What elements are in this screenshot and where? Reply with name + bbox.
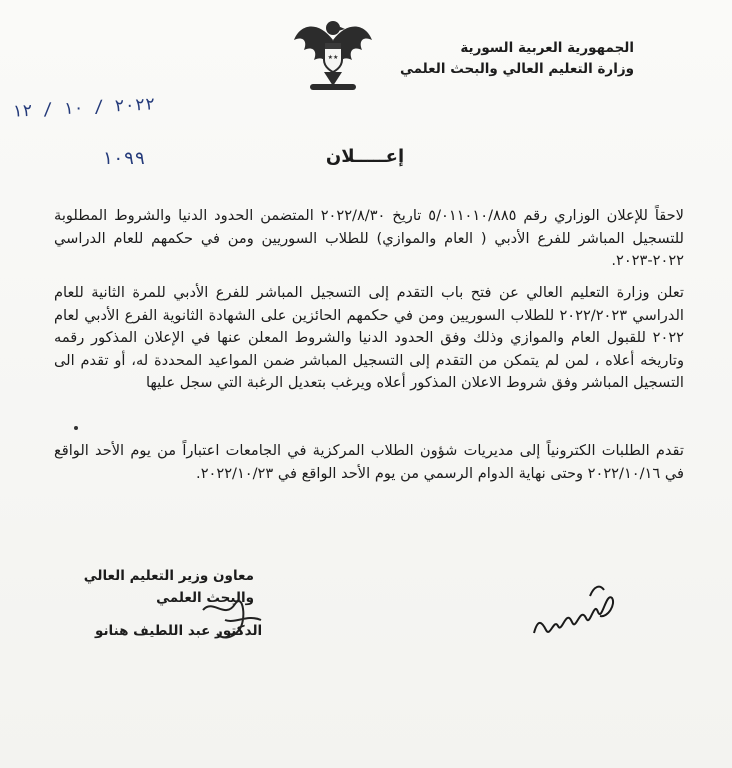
page-title: إعـــــلان (325, 146, 405, 167)
paragraph-submission: تقدم الطلبات الكترونياً إلى مديريات شؤون الطلاب المركزية في الجامعات اعتباراً من يوم الأحد الواقع في ٢٠٢٢/١٠/١٦ وحتى نهاية الدوام الرسمي من يوم الأحد الواقع في ٢٠٢٢/١٠/٢٣. (54, 442, 684, 482)
signature-line-2: والبحث العلمي (156, 590, 254, 606)
paragraph-reference: لاحقاً للإعلان الوزاري رقم ٥/٠١١٠١٠/٨٨٥ تاريخ ٢٠٢٢/٨/٣٠ المتضمن الحدود الدنيا والشروط المطلوبة للتسجيل المباشر للفرع الأدبي ( العام والموازي) للطلاب السوريين ومن في حكمهم للعام الدراسي ٢٠٢٢-٢٠٢٣. (54, 207, 684, 269)
handwritten-number: ١٠٩٩ (102, 148, 146, 169)
ministry-name: وزارة التعليم العالي والبحث العلمي (399, 61, 634, 77)
second-signature-icon (528, 578, 620, 648)
signature-name: الدكتور عبد اللطيف هنانو (95, 623, 263, 639)
paragraph-announcement: تعلن وزارة التعليم العالي عن فتح باب التقدم إلى التسجيل المباشر للفرع الأدبي للمرة الثانية للعام الدراسي ٢٠٢٢/٢٠٢٣ للطلاب السوريين ومن في حكمهم الحائزين على الشهادة الثانوية الفرع الأدبي لعام ٢٠٢٢ للقبول العام والموازي وذلك وفق الحدود الدنيا والشروط المعلن عنها في الإعلان المذكور رقمه وتاريخه أعلاه ، لمن لم يتمكن من التقدم إلى التسجيل المباشر ضمن المواعيد المحددة له، أو تقدم الى التسجيل المباشر وفق شروط الاعلان المذكور أعلاه ويرغب بتعديل الرغبة التي سجل عليها (54, 284, 684, 391)
decorative-dot (74, 426, 78, 430)
handwritten-date: ٢٠٢٢ / ١٠ / ١٢ (11, 94, 156, 122)
eagle-emblem-icon (288, 10, 378, 94)
letterhead (400, 38, 634, 80)
svg-text:★★: ★★ (327, 54, 339, 61)
signature-line-1: معاون وزير التعليم العالي (83, 568, 254, 584)
republic-name: الجمهورية العربية السورية (460, 40, 634, 56)
handwritten-signature-icon (195, 590, 270, 645)
